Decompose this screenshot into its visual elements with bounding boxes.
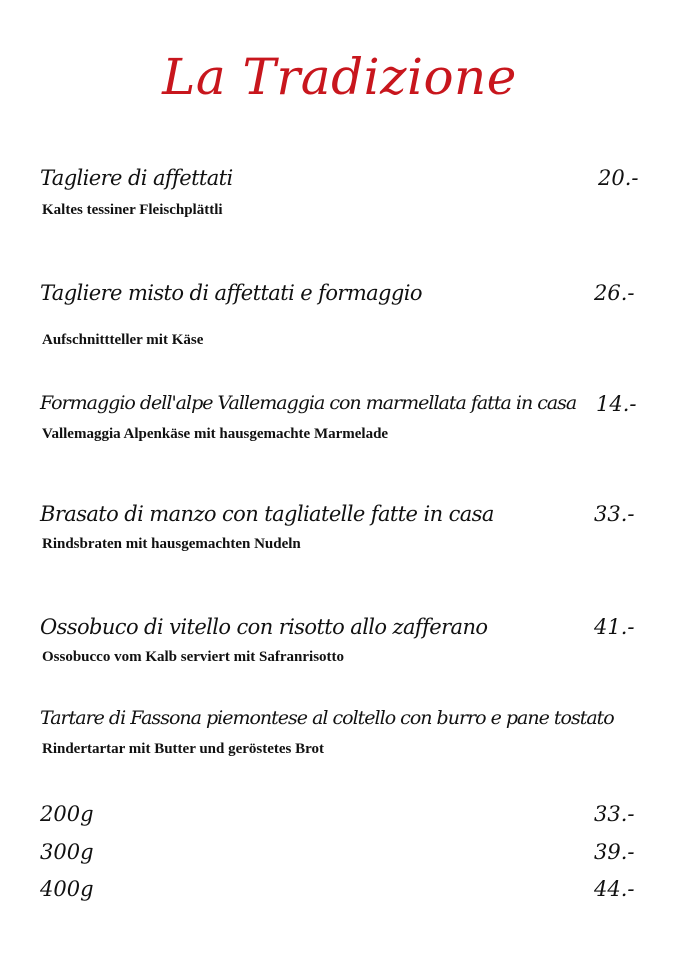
item-price: 41.- xyxy=(594,615,635,639)
item-name-it: Tagliere di affettati xyxy=(40,166,233,190)
item-name-de: Rindertartar mit Butter und geröstetes Brot xyxy=(42,741,325,757)
size-price: 33.- xyxy=(594,802,635,826)
item-price: 14.- xyxy=(596,392,637,416)
item-name-de: Kaltes tessiner Fleischplättli xyxy=(42,202,223,218)
menu-title: La Tradizione xyxy=(162,48,517,106)
size-label: 400g xyxy=(40,877,94,901)
item-name-it: Tartare di Fassona piemontese al coltello con burro e pane tostato xyxy=(40,707,614,729)
item-name-de: Rindsbraten mit hausgemachten Nudeln xyxy=(42,536,301,552)
item-name-it: Formaggio dell'alpe Vallemaggia con marmellata fatta in casa xyxy=(40,392,577,414)
item-name-de: Ossobucco vom Kalb serviert mit Safranrisotto xyxy=(42,649,345,665)
item-name-it: Brasato di manzo con tagliatelle fatte in casa xyxy=(40,502,494,526)
size-price: 39.- xyxy=(594,840,635,864)
item-name-de: Vallemaggia Alpenkäse mit hausgemachte Marmelade xyxy=(42,426,389,442)
item-price: 20.- xyxy=(598,166,639,190)
item-name-it: Ossobuco di vitello con risotto allo zafferano xyxy=(40,615,488,639)
item-name-de: Aufschnittteller mit Käse xyxy=(42,332,204,348)
item-name-it: Tagliere misto di affettati e formaggio xyxy=(40,281,422,305)
item-price: 26.- xyxy=(594,281,635,305)
size-label: 200g xyxy=(40,802,94,826)
size-price: 44.- xyxy=(594,877,635,901)
item-price: 33.- xyxy=(594,502,635,526)
size-label: 300g xyxy=(40,840,94,864)
